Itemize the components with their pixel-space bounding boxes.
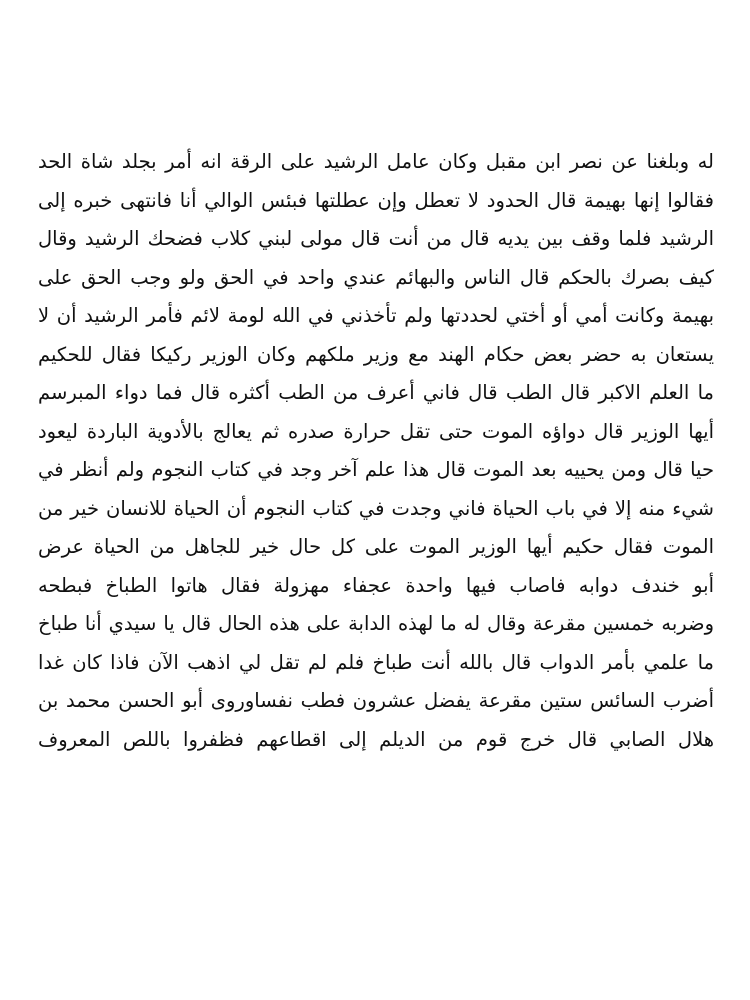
document-page (38, 143, 714, 759)
text-line: أيها الوزير قال دواؤه الموت حتى تقل حرارة صدره ثم يعالج بالأدوية الباردة ليعود (38, 419, 714, 443)
text-line: بهيمة وكانت أمي أو أختي لحددتها ولم تأخذني في الله لومة لائم فأمر الرشيد أن لا (38, 304, 714, 327)
text-line: أضرب السائس ستين مقرعة يفضل عشرون فطب نفساوروى أبو الحسن محمد بن (38, 689, 714, 712)
text-line: الموت فقال حكيم أيها الوزير الموت على كل حال خير للجاهل من الحياة عرض (38, 535, 714, 558)
text-line: حيا قال ومن يحييه بعد الموت قال هذا علم آخر وجد في كتاب النجوم ولم أنظر في (38, 458, 714, 481)
text-line: وضربه خمسين مقرعة وقال له ما لهذه الدابة على هذه الحال قال يا سيدي أنا طباخ (38, 612, 714, 635)
text-line: هلال الصابي قال خرج قوم من الديلم إلى اقطاعهم فظفروا باللص المعروف (38, 727, 714, 751)
text-line: فقالوا إنها بهيمة قال الحدود لا تعطل وإن عطلتها فبئس الوالي أنا فانتهى خبره إلى (38, 188, 714, 212)
text-line: له وبلغنا عن نصر ابن مقبل وكان عامل الرشيد على الرقة انه أمر بجلد شاة الحد (38, 150, 714, 173)
text-line: ما العلم الاكبر قال الطب قال فاني أعرف من الطب أكثره قال فما دواء المبرسم (38, 381, 714, 404)
text-line: أبو خندف دوابه فاصاب فيها واحدة عجفاء مهزولة فقال هاتوا الطباخ فبطحه (38, 573, 714, 597)
text-line: ما علمي بأمر الدواب قال بالله أنت طباخ فلم لم تقل لي اذهب الآن فاذا كان غدا (38, 650, 714, 674)
text-line: شيء منه إلا في باب الحياة فاني وجدت في كتاب النجوم أن الحياة للانسان خير من (38, 496, 714, 520)
text-line: الرشيد فلما وقف بين يديه قال من أنت قال مولى لبني كلاب فضحك الرشيد وقال (38, 227, 714, 250)
text-line: يستعان به حضر بعض حكام الهند مع وزير ملكهم وكان الوزير ركيكا فقال للحكيم (38, 342, 714, 366)
text-line: كيف بصرك بالحكم قال الناس والبهائم عندي واحد في الحق ولو وجب الحق على (38, 265, 714, 289)
